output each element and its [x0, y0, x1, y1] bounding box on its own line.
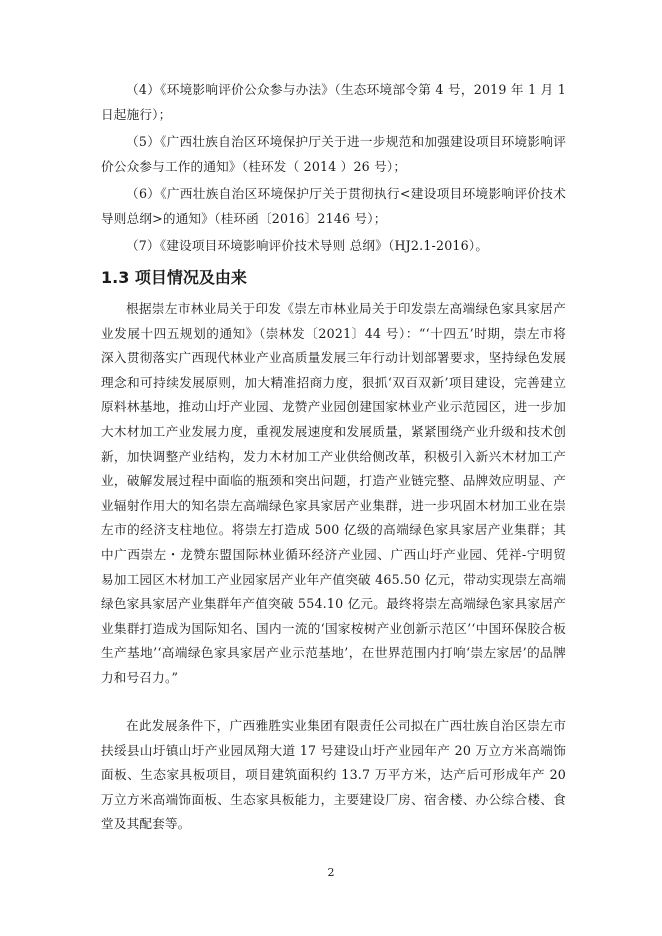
section-heading: 1.3 项目情况及由来 [101, 268, 247, 287]
body-paragraph: 根据崇左市林业局关于印发《崇左市林业局关于印发崇左高端绿色家具家居产业发展十四五规划的通知》（崇林发〔2021〕44 号）：“‘十四五’时期，崇左市将深入贯彻落实广西现代林业产业高质量发展三年行动计划部署要求，坚持绿色发展理念和可持续发展原则，加大精准招商力度，狠抓‘双百双新’项目建设，完善建立原料林基地，推动山圩产业园、龙赞产业园创建国家林业产业示范园区，进一步加大木材加工产业发展力度，重视发展速度和发展质量，紧紧围绕产业升级和技术创新，加快调整产业结构，发力木材加工产业供给侧改革，积极引入新兴木材加工产业，破解发展过程中面临的瓶颈和突出问题，打造产业链完整、品牌效应明显、产业辐射作用大的知名崇左高端绿色家具家居产业集群，进一步巩固木材加工业在崇左市的经济支柱地位。将崇左打造成 500 亿级的高端绿色家具家居产业集群；其中广西崇左・龙赞东盟国际林业循环经济产业园、广西山圩产业园、凭祥-宁明贸易加工园区木材加工产业园家居产业年产值突破 465.50 亿元，带动实现崇左高端绿色家具家居产业集群年产值突破 554.10 亿元。最终将崇左高端绿色家具家居产业集群打造成为国际知名、国内一流的‘国家桉树产业创新示范区’‘中国环保胶合板生产基地’‘高端绿色家具家居产业示范基地’，在世界范围内打响‘崇左家居’的品牌力和号召力。” [101, 301, 566, 685]
page-number: 2 [327, 866, 335, 879]
body-paragraph: 在此发展条件下，广西雅胜实业集团有限责任公司拟在广西壮族自治区崇左市扶绥县山圩镇山圩产业园凤翔大道 17 号建设山圩产业园年产 20 万立方米高端饰面板、生态家具板项目，项目建筑面积约 13.7 万平方米，达产后可形成年产 20 万立方米高端饰面板、生态家具板能力，主要建设厂房、宿舍楼、办公综合楼、食堂及其配套等。 [101, 718, 566, 832]
reference-item-6: （6）《广西壮族自治区环境保护厅关于贯彻执行<建设项目环境影响评价技术导则总纲>的通知》（桂环函〔2016〕2146 号）； [101, 186, 566, 226]
reference-item-7: （7）《建设项目环境影响评价技术导则 总纲》（HJ2.1-2016）。 [126, 238, 489, 253]
reference-item-4: （4）《环境影响评价公众参与办法》（生态环境部令第 4 号，2019 年 1 月 1 日起施行）； [101, 82, 566, 122]
reference-item-5: （5）《广西壮族自治区环境保护厅关于进一步规范和加强建设项目环境影响评价公众参与工作的通知》（桂环发（ 2014 ）26 号）； [101, 134, 566, 174]
